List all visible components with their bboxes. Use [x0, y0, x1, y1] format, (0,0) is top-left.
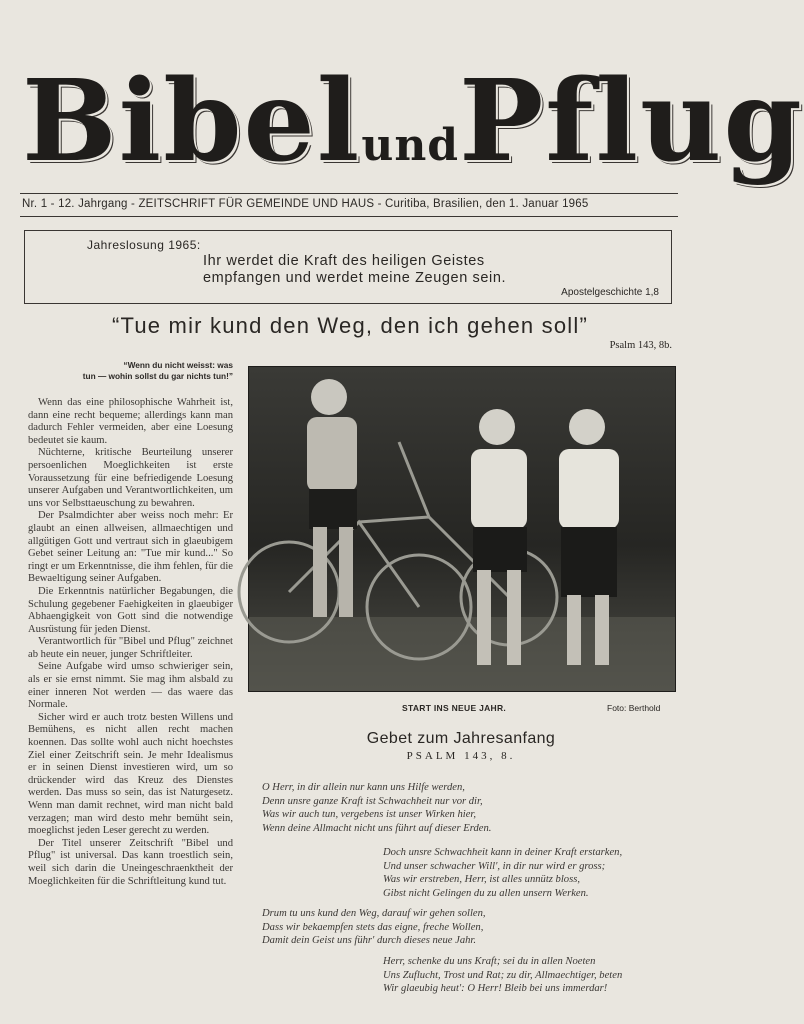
- verse-line: Was wir auch tun, vergebens ist unser Wirken hier,: [262, 809, 477, 820]
- jahreslosung-line-1: Ihr werdet die Kraft des heiligen Geistes: [203, 253, 485, 269]
- jahreslosung-box: [24, 230, 672, 304]
- verse-line: Was wir erstreben, Herr, ist alles unnütz bloss,: [383, 874, 580, 885]
- verse-line: Und unser schwacher Will', in dir nur wird er gross;: [383, 860, 606, 872]
- photo-image: [249, 367, 675, 691]
- verse-line: Doch unsre Schwachheit kann in deiner Kraft erstarken,: [383, 847, 623, 858]
- photo-boys-with-bicycles: [248, 366, 676, 692]
- prayer-stanza-1: [262, 781, 491, 835]
- paragraph: Die Erkenntnis natürlicher Begabungen, die Schulung gegebener Faehigkeiten in glaeubiger Abhaengigkeit von Gott sind die notwendige Ausrüstung für jeden Dienst.: [28, 585, 233, 635]
- photo-caption: START INS NEUE JAHR.: [402, 703, 507, 713]
- article-lead-quote: [28, 360, 233, 382]
- verse-line: Uns Zuflucht, Trost und Rat; zu dir, Allmaechtiger, beten: [383, 969, 623, 981]
- masthead-word-bibel: Bibel: [22, 56, 362, 187]
- verse-line: Gibst nicht Gelingen du zu allen unsern Werken.: [383, 887, 589, 899]
- paragraph: Sicher wird er auch trotz besten Willens und Bemühens, es nicht allen recht machen koennen. Das sollte wohl auch nicht hoechstes Ziel einer Zeitschrift sein. Je mehr Idealismus er in seinen Dienst investieren wird, um so drückender wird das Kreuz des Dienstes werden. Das muss so sein, das ist Naturgesetz. Wenn man damit rechnet, wird man nicht bald verzagen; man wird desto mehr bemüht sein, moeglichst jeden Leser gerecht zu werden.: [28, 711, 233, 837]
- verse-line: Denn unsre ganze Kraft ist Schwachheit nur vor dir,: [262, 795, 483, 807]
- verse-line: Drum tu uns kund den Weg, darauf wir gehen sollen,: [262, 908, 486, 919]
- paragraph: Seine Aufgabe wird umso schwieriger sein, als er sie ernst nimmt. Sie mag ihm alsbald zu einer inneren Not werden — das waere das Normale.: [28, 661, 233, 711]
- verse-line: Wenn deine Allmacht nicht uns führt auf dieser Erden.: [262, 822, 492, 834]
- verse-line: Damit dein Geist uns führ' durch dieses neue Jahr.: [262, 935, 477, 946]
- paragraph: Nüchterne, kritische Beurteilung unserer persoenlichen Moeglichkeiten ist erste Voraussetzung für eine befriedigende Loesung unserer Aufgaben und Verantwortlichkeiten, um uns vor Selbsttaeuschung zu bewahren.: [28, 447, 233, 509]
- masthead-rule-top: [20, 193, 678, 194]
- article-column: [28, 360, 233, 888]
- lead-line-1: “Wenn du nicht weisst: was: [123, 360, 233, 370]
- prayer-stanza-4: [383, 955, 622, 996]
- verse-line: Wir glaeubig heut': O Herr! Bleib bei uns immerdar!: [383, 983, 608, 994]
- masthead-word-und: und: [361, 120, 460, 171]
- verse-line: O Herr, in dir allein nur kann uns Hilfe werden,: [262, 782, 465, 793]
- headline-reference: Psalm 143, 8b.: [609, 340, 672, 351]
- lead-line-2: tun — wohin sollst du gar nichts tun!”: [82, 371, 233, 381]
- masthead-title: [22, 52, 804, 192]
- photo-credit: Foto: Berthold: [607, 703, 661, 713]
- verse-line: Dass wir bekaempfen stets das eigne, freche Wollen,: [262, 921, 484, 933]
- paragraph: Verantwortlich für "Bibel und Pflug" zeichnet ab heute ein neuer, junger Schriftleiter.: [28, 636, 233, 660]
- verse-line: Herr, schenke du uns Kraft; sei du in allen Noeten: [383, 956, 596, 967]
- paragraph: Der Psalmdichter aber weiss noch mehr: Er glaubt an einen allweisen, allmaechtigen und allgütigen Gott und vertraut sich in glaeubigem Gebet seiner Leitung an: "Tue mir kund..." So ringt er um Erkenntnisse, die ihm fehlen, für die Bewaeltigung seiner Aufgaben.: [28, 510, 233, 585]
- issue-line: Nr. 1 - 12. Jahrgang - ZEITSCHRIFT FÜR GEMEINDE UND HAUS - Curitiba, Brasilien, den 1. Januar 1965: [22, 198, 589, 210]
- jahreslosung-line-2: empfangen und werdet meine Zeugen sein.: [203, 270, 507, 286]
- article-headline: “Tue mir kund den Weg, den ich gehen soll”: [112, 313, 588, 338]
- paragraph: Der Titel unserer Zeitschrift "Bibel und Pflug" ist universal. Das kann troestlich sein, weil sich darin die Uneingeschraenktheit der Moeglichkeiten für die Schriftleitung kund tut.: [28, 837, 233, 887]
- paragraph: Wenn das eine philosophische Wahrheit ist, dann eine recht bequeme; allerdings kann man dadurch Fehler vermeiden, aber eine Loesung bedeutet sie kaum.: [28, 397, 233, 446]
- prayer-stanza-2: [383, 846, 622, 900]
- jahreslosung-label: Jahreslosung 1965:: [87, 238, 201, 252]
- prayer-subtitle: PSALM 143, 8.: [406, 750, 516, 762]
- masthead-word-pflug: Pflug: [459, 56, 804, 187]
- prayer-stanza-3: [262, 907, 486, 948]
- jahreslosung-reference: Apostelgeschichte 1,8: [561, 287, 659, 298]
- masthead-rule-bottom: [20, 216, 678, 217]
- prayer-title: Gebet zum Jahresanfang: [366, 730, 556, 747]
